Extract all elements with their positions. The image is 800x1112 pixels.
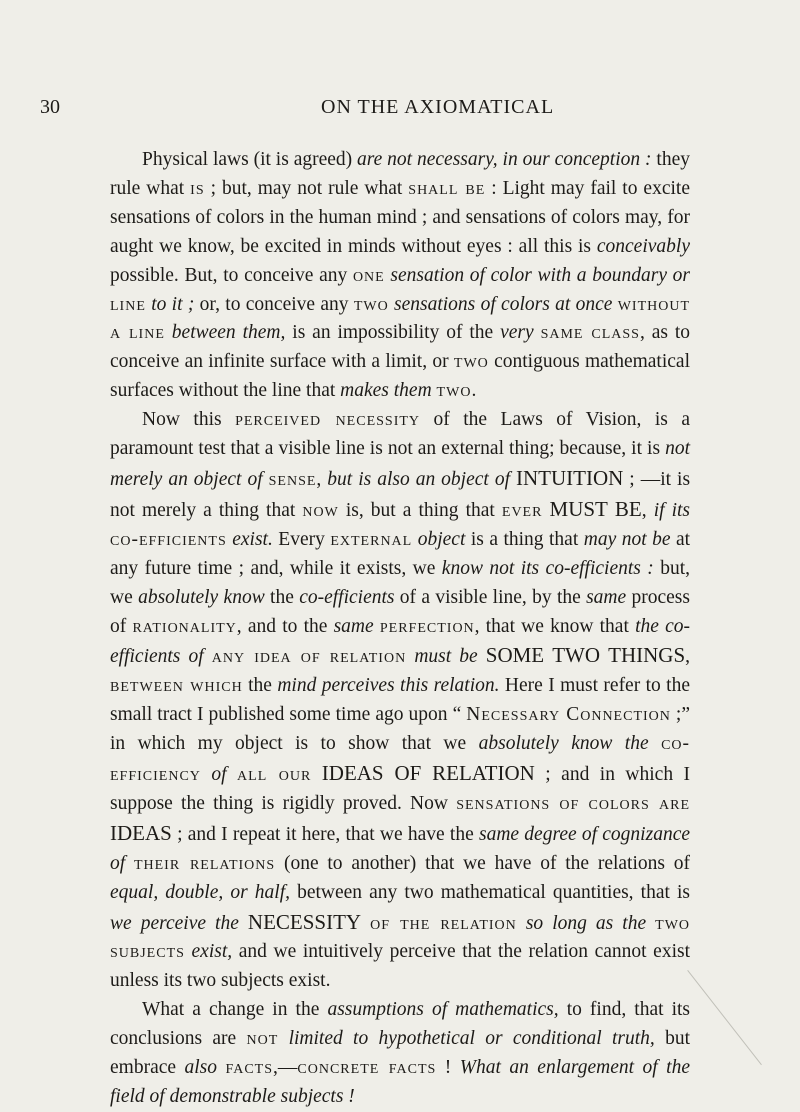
- text-run: [534, 322, 541, 343]
- text-run: ever: [501, 499, 543, 521]
- text-run: ,—: [273, 1057, 298, 1079]
- paragraph: [110, 406, 690, 996]
- text-run: concrete facts: [297, 1057, 437, 1079]
- page-stain-mark: [687, 970, 762, 1065]
- text-run: [646, 913, 655, 934]
- text-run: [227, 764, 237, 785]
- text-run: ,: [641, 499, 654, 521]
- text-run: Now this: [142, 409, 236, 431]
- text-run: ; —it is not merely a thing that: [110, 468, 691, 521]
- text-run: but, we: [110, 557, 690, 608]
- text-run: is a thing that: [465, 528, 584, 550]
- text-run: rationality: [132, 615, 237, 637]
- text-run: between which: [110, 675, 243, 697]
- text-run: INTUITION: [516, 465, 624, 490]
- text-run: any idea of relation: [211, 646, 407, 668]
- text-run: may not be: [583, 528, 671, 550]
- text-run: not: [246, 1028, 279, 1050]
- text-run: equal, double, or half,: [110, 881, 290, 903]
- text-run: their relations: [133, 852, 276, 874]
- text-run: , that we know that: [474, 615, 636, 637]
- text-run: same class: [540, 322, 640, 344]
- text-run: [165, 322, 172, 343]
- text-run: two: [353, 293, 389, 315]
- text-run: or, to conceive any: [194, 293, 354, 315]
- text-run: of a visible line, by the: [394, 586, 587, 608]
- text-run: sensation of color with a boundary or: [390, 264, 691, 286]
- text-run: contiguous mathematical surfaces without the line that: [110, 351, 690, 402]
- text-run: know not its co-efficients :: [441, 557, 654, 579]
- text-run: of the Laws of Vision, is a paramount test that a visible line is not an external thing; because, it is: [110, 409, 690, 460]
- text-run: shall be: [408, 177, 486, 199]
- text-run: exist.: [232, 528, 273, 550]
- text-run: to find, that its conclusions are: [110, 999, 691, 1050]
- text-run: !: [436, 1057, 460, 1079]
- running-head: ON THE AXIOMATICAL: [321, 96, 555, 118]
- text-run: assumptions of mathematics,: [327, 999, 559, 1021]
- text-run: without a line: [110, 293, 691, 344]
- text-run: we perceive the: [110, 912, 239, 934]
- text-run: co-efficients: [110, 528, 227, 550]
- text-run: between any two mathematical quantities, that is: [289, 881, 690, 903]
- text-run: one: [352, 264, 385, 286]
- text-run: two: [436, 380, 472, 402]
- text-run: between them,: [171, 322, 286, 344]
- text-run: Here I must refer to the small tract I published some time ago upon “: [110, 675, 690, 726]
- text-run: ; but, may not rule what: [204, 177, 409, 199]
- text-run: they rule what: [110, 149, 690, 199]
- text-run: all our: [237, 764, 312, 786]
- text-run: exist,: [191, 941, 233, 963]
- text-run: [542, 500, 549, 521]
- text-run: ; and I repeat it here, that we have the: [171, 823, 479, 845]
- text-run: Every: [272, 528, 331, 550]
- page-header: [40, 96, 740, 126]
- text-run: [649, 733, 661, 754]
- text-run: to it ;: [151, 293, 195, 315]
- body-text: [110, 146, 690, 1112]
- paragraph: [110, 146, 690, 406]
- text-run: [239, 913, 248, 934]
- text-run: ,: [685, 646, 691, 668]
- text-run: also: [184, 1057, 218, 1079]
- text-run: IDEAS: [110, 820, 172, 845]
- text-run: is, but a thing that: [338, 499, 502, 521]
- text-run: Physical laws (it is agreed): [142, 149, 358, 170]
- text-run: : Light may fail to excite sensations of colors in the human mind ; and sensations of colors may, for aught we know, be excited in minds without eyes : all this is: [110, 177, 690, 257]
- paragraph: [110, 996, 690, 1112]
- text-run: mind perceives this relation.: [277, 675, 500, 697]
- text-run: absolutely know the: [478, 733, 649, 755]
- text-run: if its: [653, 499, 691, 521]
- text-run: perfection: [379, 615, 475, 637]
- text-run: two subjects: [110, 912, 691, 963]
- text-run: What a change in the: [142, 999, 328, 1021]
- text-run: object: [417, 528, 466, 550]
- text-run: MUST BE: [549, 496, 642, 521]
- text-run: absolutely know: [138, 586, 265, 608]
- text-run: [201, 764, 211, 785]
- text-run: limited to hypothetical or conditional truth,: [288, 1028, 655, 1050]
- text-run: two: [453, 351, 489, 373]
- text-run: same degree of cognizance of: [110, 823, 690, 874]
- text-run: now: [302, 499, 339, 521]
- text-run: [204, 646, 212, 667]
- text-run: What an enlargement of the field of demonstrable subjects !: [110, 1057, 690, 1107]
- text-run: is an impossibility of the: [285, 322, 501, 344]
- text-run: very: [500, 322, 534, 344]
- text-run: at any future time ; and, while it exists, we: [110, 528, 691, 579]
- text-run: [217, 1057, 225, 1078]
- text-run: [125, 853, 134, 874]
- text-run: the: [264, 586, 300, 608]
- page-number: 30: [40, 96, 60, 118]
- text-run: not merely an object of: [110, 438, 690, 490]
- text-run: sensations of colors are: [456, 792, 690, 814]
- text-run: facts: [225, 1057, 274, 1079]
- text-run: ,: [316, 468, 328, 490]
- text-run: same: [586, 586, 627, 608]
- text-run: , as to conceive an infinite surface with a limit, or: [110, 322, 691, 373]
- text-run: perceived necessity: [235, 409, 421, 431]
- text-run: are not necessary, in our conception :: [357, 149, 652, 170]
- text-run: possible. But, to conceive any: [110, 264, 353, 286]
- text-run: [361, 913, 370, 934]
- text-run: sensations of colors at once: [394, 293, 613, 315]
- text-run: IDEAS OF RELATION: [321, 761, 535, 786]
- text-run: conceivably: [596, 235, 690, 257]
- text-run: so long as the: [525, 912, 647, 934]
- text-run: external: [330, 528, 413, 550]
- text-run: is: [190, 177, 205, 199]
- text-run: [185, 941, 192, 962]
- text-run: [478, 646, 486, 667]
- text-run: , and to the: [236, 615, 334, 637]
- text-run: (one to another) that we have of the relations of: [275, 852, 690, 874]
- text-run: same: [333, 615, 374, 637]
- text-run: ; and in which I suppose the thing is rigidly proved. Now: [110, 764, 691, 814]
- text-run: the co-efficients of: [110, 615, 690, 668]
- text-run: but is also an object of: [327, 468, 510, 490]
- text-run: ;” in which my object is to show that we: [110, 704, 690, 755]
- text-run: process of: [110, 586, 690, 637]
- text-run: NECESSITY: [247, 909, 362, 934]
- text-run: [517, 913, 526, 934]
- text-run: SOME TWO THINGS: [485, 643, 686, 668]
- text-run: .: [471, 380, 477, 402]
- text-run: co-efficiency: [110, 733, 691, 786]
- text-run: line: [110, 293, 146, 315]
- text-run: the: [242, 675, 278, 697]
- text-run: of the relation: [370, 912, 517, 934]
- text-run: sense: [268, 468, 317, 490]
- text-run: must be: [414, 646, 478, 668]
- text-run: co-efficients: [299, 586, 395, 608]
- text-run: but embrace: [110, 1028, 690, 1079]
- text-run: [278, 1028, 288, 1049]
- text-run: and we intuitively perceive that the relation cannot exist unless its two subjects exist.: [110, 941, 691, 992]
- text-run: makes them: [340, 380, 432, 402]
- text-run: Necessary Connection: [466, 704, 671, 726]
- text-run: [311, 764, 321, 785]
- text-run: of: [211, 764, 227, 786]
